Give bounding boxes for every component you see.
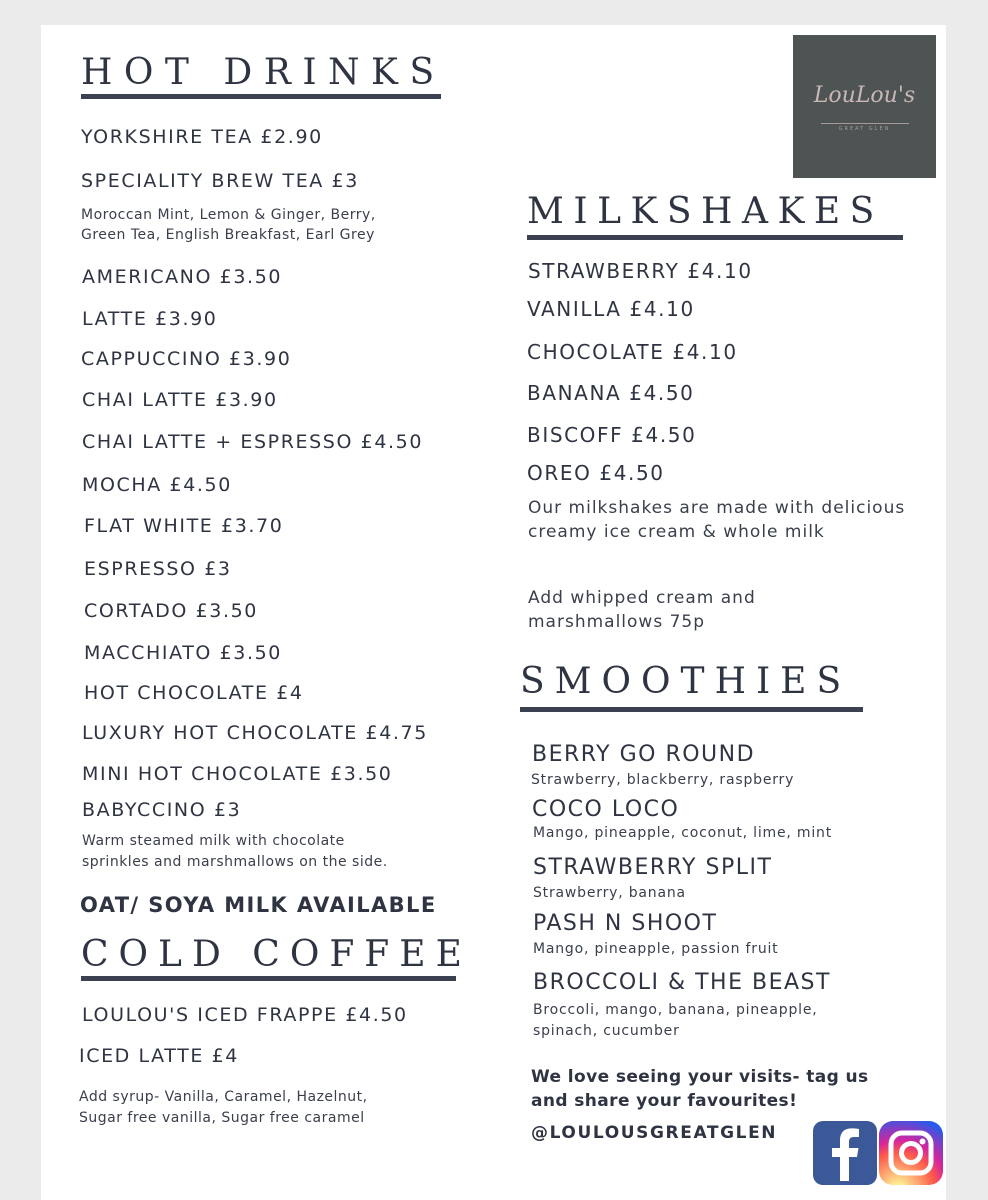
menu-item: CHAI LATTE £3.90 [82,389,278,411]
babyccino-note: Warm steamed milk with chocolate sprinkles and marshmallows on the side. [82,833,388,870]
hot-drinks-rule [81,94,441,99]
milk-note: OAT/ SOYA MILK AVAILABLE [80,893,437,917]
cold-coffee-heading: COLD COFFEE [81,934,472,975]
cold-coffee-rule [81,976,456,981]
menu-item: CORTADO £3.50 [84,600,258,622]
milkshakes-heading: MILKSHAKES [527,191,884,232]
menu-item: HOT CHOCOLATE £4 [84,682,304,704]
menu-item: CHOCOLATE £4.10 [527,340,738,364]
menu-item: AMERICANO £3.50 [82,266,283,288]
facebook-glyph [813,1121,877,1185]
facebook-icon[interactable] [813,1121,877,1185]
menu-item: CHAI LATTE + ESPRESSO £4.50 [82,431,424,453]
menu-item: MACCHIATO £3.50 [84,642,282,664]
tea-options: Moroccan Mint, Lemon & Ginger, Berry, Green Tea, English Breakfast, Earl Grey [81,207,376,243]
instagram-icon[interactable] [879,1121,943,1185]
smoothies-rule [520,707,863,712]
smoothie-name: BROCCOLI & THE BEAST [533,970,831,995]
instagram-glyph [879,1121,943,1185]
milkshakes-rule [527,235,903,240]
hot-drinks-heading: HOT DRINKS [81,52,446,93]
milkshake-addon: Add whipped cream and marshmallows 75p [528,588,756,632]
loulous-logo: LouLou's GREAT GLEN [793,35,936,178]
smoothie-name: BERRY GO ROUND [532,742,756,767]
instagram-handle: @LOULOUSGREATGLEN [531,1123,778,1143]
menu-item: MINI HOT CHOCOLATE £3.50 [82,763,393,785]
menu-item: BABYCCINO £3 [82,799,242,821]
menu-item: OREO £4.50 [527,461,665,485]
smoothie-name: COCO LOCO [532,797,680,822]
menu-item: FLAT WHITE £3.70 [84,515,284,537]
smoothie-desc: Mango, pineapple, coconut, lime, mint [533,825,832,841]
menu-item: ESPRESSO £3 [84,558,232,580]
smoothies-heading: SMOOTHIES [520,661,852,702]
social-message: We love seeing your visits- tag us and share your favourites! [531,1067,869,1111]
menu-item: ICED LATTE £4 [79,1045,239,1067]
smoothie-name: PASH N SHOOT [533,911,718,936]
menu-item: BANANA £4.50 [527,381,695,405]
smoothie-desc: Broccoli, mango, banana, pineapple, spinach, cucumber [533,1002,818,1039]
smoothie-name: STRAWBERRY SPLIT [533,855,773,880]
menu-item: YORKSHIRE TEA £2.90 [81,126,323,148]
menu-item: CAPPUCCINO £3.90 [81,348,292,370]
menu-item: LUXURY HOT CHOCOLATE £4.75 [82,722,428,744]
menu-item: STRAWBERRY £4.10 [528,259,753,283]
smoothie-desc: Mango, pineapple, passion fruit [533,941,779,957]
menu-item: SPECIALITY BREW TEA £3 [81,170,359,192]
milkshake-note: Our milkshakes are made with delicious creamy ice cream & whole milk [528,498,906,542]
menu-item: LATTE £3.90 [82,308,218,330]
syrup-note: Add syrup- Vanilla, Caramel, Hazelnut, Sugar free vanilla, Sugar free caramel [79,1089,368,1126]
menu-item: LOULOU'S ICED FRAPPE £4.50 [82,1004,408,1026]
menu-item: BISCOFF £4.50 [527,423,697,447]
smoothie-desc: Strawberry, blackberry, raspberry [531,772,795,788]
menu-item: MOCHA £4.50 [82,474,232,496]
smoothie-desc: Strawberry, banana [533,885,686,901]
menu-item: VANILLA £4.10 [527,297,695,321]
